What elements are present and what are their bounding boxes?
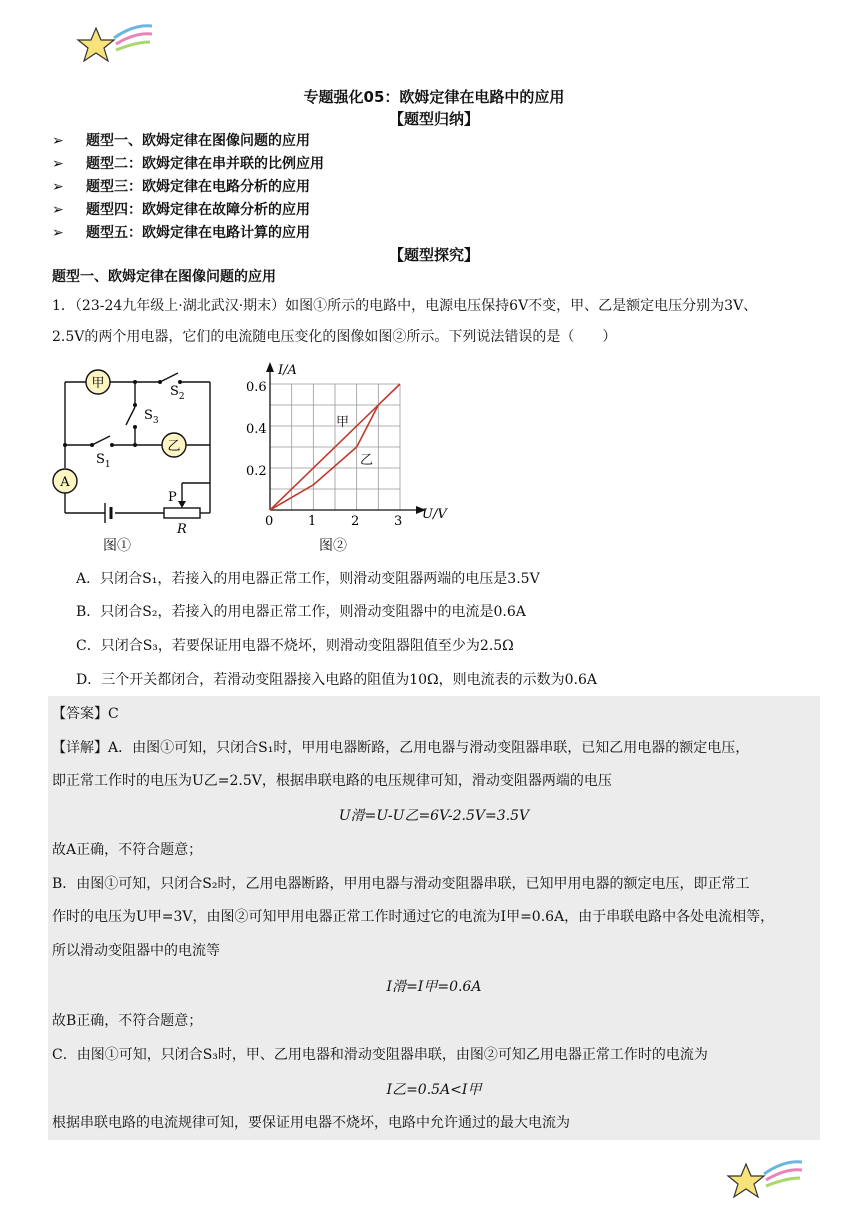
summary-heading: 【题型归纳】: [388, 110, 479, 128]
toc-item: ➢ 题型四：欧姆定律在故障分析的应用: [52, 202, 310, 218]
question-line-1: 1．（23-24九年级上·湖北武汉·期末）如图①所示的电路中，电源电压保持6V不变，甲、乙是额定电压分别为3V、: [52, 298, 758, 314]
star-decoration-bottom-icon: [724, 1156, 804, 1206]
option-d: D．三个开关都闭合，若滑动变阻器接入电路的阻值为10Ω，则电流表的示数为0.6A: [76, 672, 598, 688]
circuit-diagram: [50, 365, 220, 555]
x-tick-label: 0: [265, 514, 274, 528]
explore-heading: 【题型探究】: [388, 246, 479, 264]
switch-s2-label: $S_2$: [170, 384, 185, 402]
section-heading: 题型一、欧姆定律在图像问题的应用: [52, 269, 276, 285]
detail-line: 【详解】A．由图①可知，只闭合S₁时，甲用电器断路，乙用电器与滑动变阻器串联，已知乙用电器的额定电压，: [52, 740, 750, 756]
iu-graph: [240, 360, 460, 528]
detail-line: 根据串联电路的电流规律可知，要保证用电器不烧坏，电路中允许通过的最大电流为: [52, 1115, 570, 1131]
x-tick-label: 1: [308, 514, 317, 528]
device-yi-label: 乙: [167, 439, 181, 454]
option-b: B．只闭合S₂，若接入的用电器正常工作，则滑动变阻器中的电流是0.6A: [76, 604, 526, 620]
y-tick-label: 0.2: [246, 464, 267, 479]
y-tick-label: 0.6: [246, 380, 267, 395]
figure1-caption: 图①: [103, 538, 131, 554]
switch-s3-label: $S_3$: [144, 408, 159, 426]
toc-item: ➢ 题型五：欧姆定律在电路计算的应用: [52, 225, 310, 241]
equation: I乙=0.5A<I甲: [386, 1082, 482, 1098]
curve-jia-label: 甲: [336, 415, 350, 430]
x-axis-label: U/V: [422, 507, 447, 522]
answer: 【答案】C: [52, 706, 119, 722]
page-title: 专题强化05：欧姆定律在电路中的应用: [303, 88, 565, 106]
x-tick-label: 2: [351, 514, 360, 528]
toc-item: ➢ 题型二：欧姆定律在串并联的比例应用: [52, 156, 324, 172]
switch-s1-label: $S_1$: [96, 452, 111, 470]
slider-p-label: P: [168, 490, 177, 505]
detail-line: B．由图①可知，只闭合S₂时，乙用电器断路，甲用电器与滑动变阻器串联，已知甲用电器的额定电压，即正常工: [52, 876, 750, 892]
option-a: A．只闭合S₁，若接入的用电器正常工作，则滑动变阻器两端的电压是3.5V: [76, 571, 540, 587]
figure2-caption: 图②: [319, 538, 347, 554]
toc-item: ➢ 题型一、欧姆定律在图像问题的应用: [52, 133, 310, 149]
toc-item: ➢ 题型三：欧姆定律在电路分析的应用: [52, 179, 310, 195]
detail-line: C．由图①可知，只闭合S₃时，甲、乙用电器和滑动变阻器串联，由图②可知乙用电器正常工作时的电流为: [52, 1047, 708, 1063]
detail-line: 故B正确，不符合题意；: [52, 1013, 203, 1029]
curve-yi-label: 乙: [360, 453, 374, 468]
equation: I滑=I甲=0.6A: [386, 979, 482, 995]
y-tick-label: 0.4: [246, 422, 267, 437]
option-c: C．只闭合S₃，若要保证用电器不烧坏，则滑动变阻器阻值至少为2.5Ω: [76, 638, 514, 654]
question-line-2: 2.5V的两个用电器，它们的电流随电压变化的图像如图②所示。下列说法错误的是（ ）: [52, 329, 617, 345]
y-axis-label: I/A: [278, 363, 297, 378]
resistor-r-label: R: [177, 522, 187, 537]
x-tick-label: 3: [394, 514, 403, 528]
star-decoration-icon: [74, 20, 154, 70]
detail-line: 即正常工作时的电压为U乙=2.5V，根据串联电路的电压规律可知，滑动变阻器两端的电压: [52, 773, 612, 789]
detail-line: 故A正确，不符合题意；: [52, 842, 203, 858]
device-jia-label: 甲: [91, 376, 105, 391]
detail-line: 所以滑动变阻器中的电流等: [52, 943, 220, 959]
ammeter-label: A: [60, 475, 70, 490]
detail-line: 作时的电压为U甲=3V，由图②可知甲用电器正常工作时通过它的电流为I甲=0.6A，由于串联电路中各处电流相等，: [52, 909, 775, 925]
equation: U滑=U-U乙=6V-2.5V=3.5V: [338, 808, 530, 824]
